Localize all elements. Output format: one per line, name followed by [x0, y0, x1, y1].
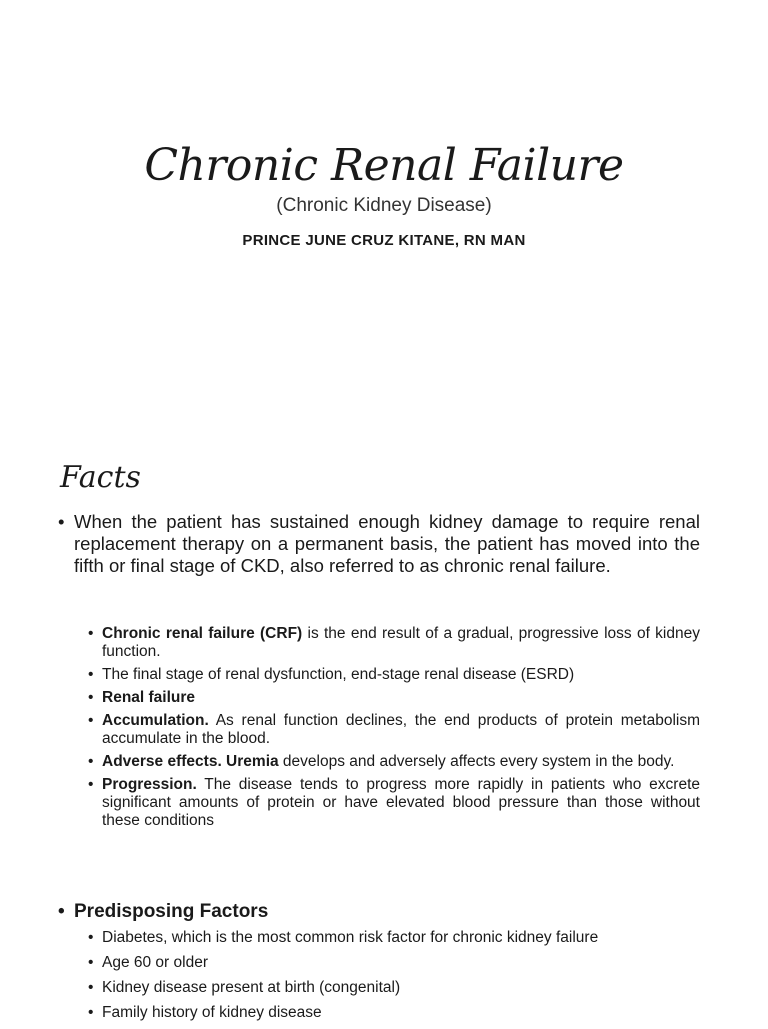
list-item [88, 776, 700, 830]
list-item [88, 954, 700, 972]
list-item [88, 753, 700, 771]
item-text: The final stage of renal dysfunction, end-stage renal disease (ESRD) [102, 666, 575, 683]
bullet-icon: • [88, 666, 94, 683]
item-bold: Accumulation. [102, 712, 209, 729]
item-bold: Progression. [102, 776, 197, 793]
document-subtitle: (Chronic Kidney Disease) [276, 195, 492, 216]
list-item [88, 666, 700, 684]
bullet-icon: • [88, 954, 94, 971]
bullet-icon: • [58, 511, 65, 532]
list-item [88, 712, 700, 748]
bullet-icon: • [88, 753, 94, 770]
predisposing-heading [58, 901, 268, 923]
item-text: Family history of kidney disease [102, 1004, 322, 1021]
item-bold: Adverse effects. Uremia [102, 753, 279, 770]
list-item [88, 689, 700, 707]
document-title: Chronic Renal Failure [144, 140, 624, 191]
facts-heading: Facts [60, 460, 141, 495]
bullet-icon: • [88, 776, 94, 793]
bullet-icon: • [88, 712, 94, 729]
bullet-icon: • [88, 979, 94, 996]
main-paragraph-text: When the patient has sustained enough kidney damage to require renal replacement therapy on a permanent basis, the patient has moved into the fifth or final stage of CKD, also referred to as chronic renal failure. [74, 511, 700, 576]
facts-list [88, 625, 700, 835]
author-name: PRINCE JUNE CRUZ KITANE, RN MAN [242, 232, 526, 249]
bullet-icon: • [88, 689, 94, 706]
bullet-icon: • [88, 1004, 94, 1021]
list-item [88, 979, 700, 997]
list-item [88, 1004, 700, 1022]
list-item [88, 625, 700, 661]
item-text: develops and adversely affects every system in the body. [278, 753, 675, 770]
item-bold: Renal failure [102, 689, 196, 706]
bullet-icon: • [88, 929, 94, 946]
bullet-icon: • [58, 901, 65, 922]
list-item [88, 929, 700, 947]
item-text: Age 60 or older [102, 954, 208, 971]
predisposing-list [88, 929, 700, 1029]
item-text: is the end result of a gradual, progressive loss of kidney function. [102, 625, 700, 660]
item-text: Diabetes, which is the most common risk factor for chronic kidney failure [102, 929, 599, 946]
item-text: As renal function declines, the end products of protein metabolism accumulate in the blood. [102, 712, 700, 747]
item-bold: Chronic renal failure (CRF) [102, 625, 303, 642]
predisposing-heading-text: Predisposing Factors [74, 901, 269, 922]
item-text: The disease tends to progress more rapidly in patients who excrete significant amounts of protein or have elevated blood pressure than those without these conditions [102, 776, 700, 829]
item-text: Kidney disease present at birth (congenital) [102, 979, 401, 996]
bullet-icon: • [88, 625, 94, 642]
main-paragraph [58, 511, 700, 577]
